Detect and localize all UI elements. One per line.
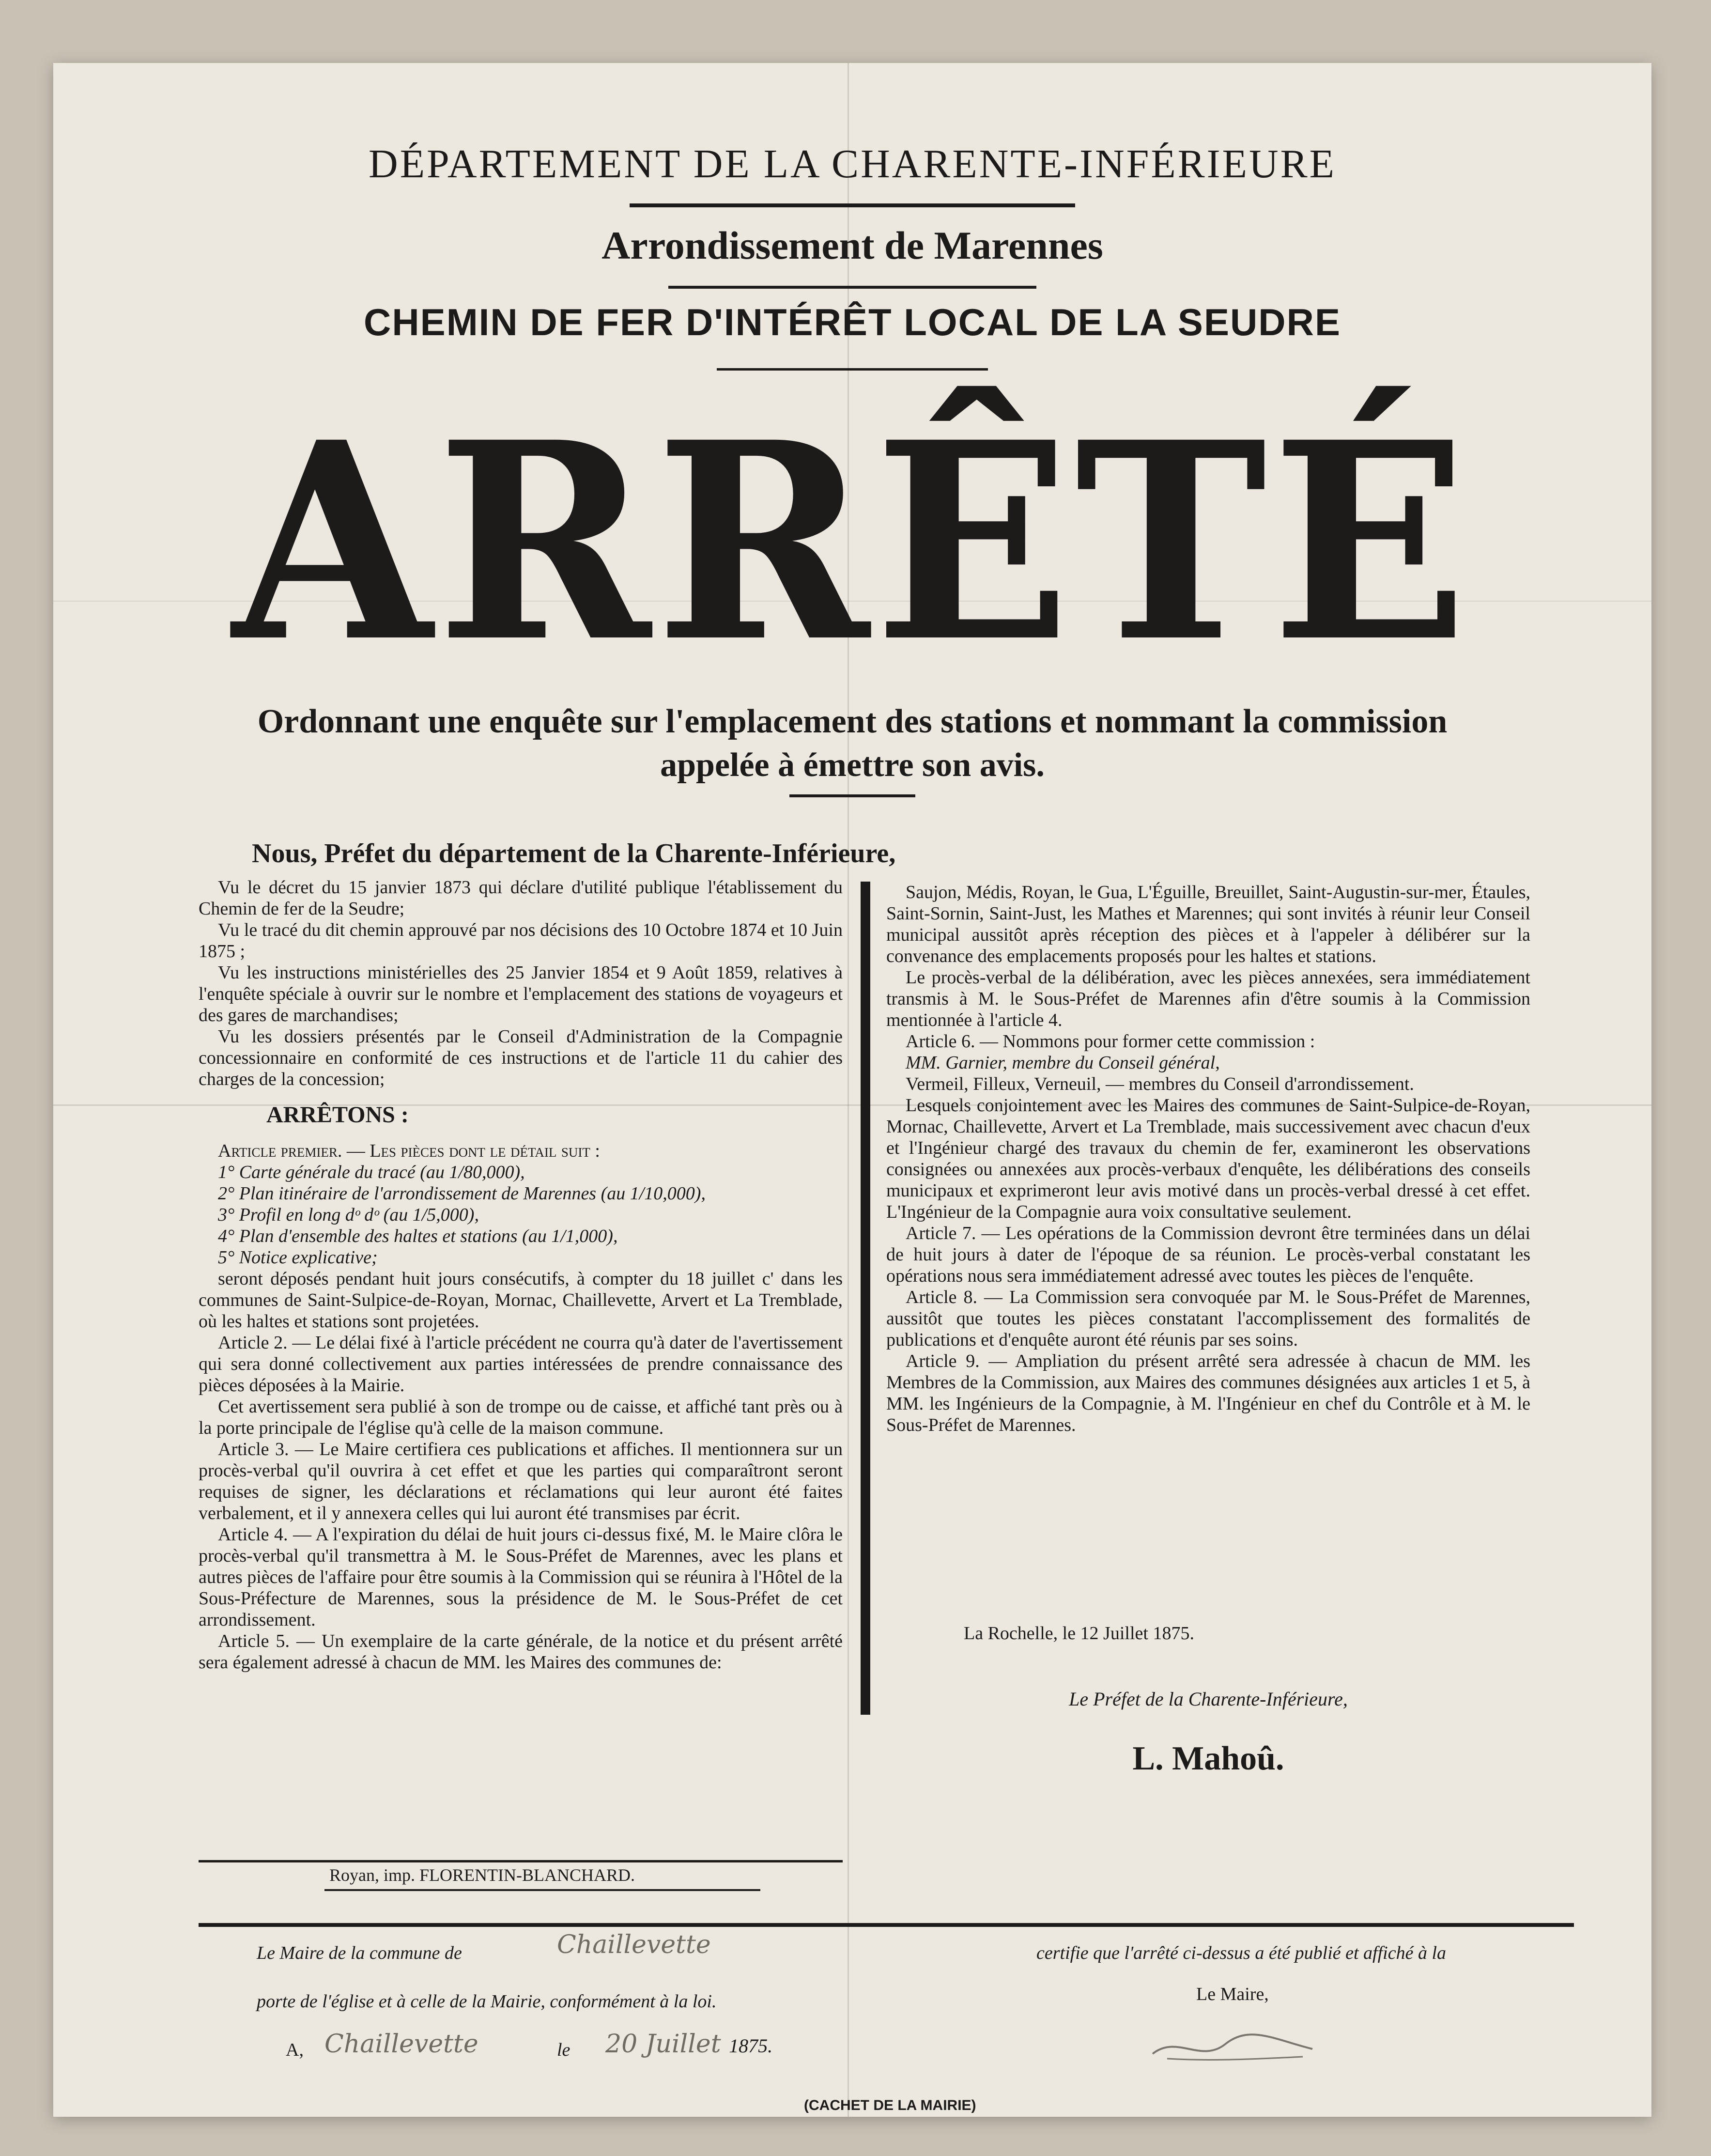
list-item: 2° Plan itinéraire de l'arrondissement de Marennes (au 1/10,000), <box>218 1183 706 1204</box>
arrondissement-heading: Arrondissement de Marennes <box>601 223 1103 267</box>
main-title: ARRÊTÉ <box>232 383 1473 702</box>
handwritten-date-text: 20 Juillet <box>605 2030 721 2059</box>
article-heading: Article premier. — Les pièces dont le détail suit : <box>218 1141 600 1161</box>
paragraph: Vu les dossiers présentés par le Conseil d'Administration de la Compagnie concessionnaire en conformité de ces instructions et de l'article 11 du cahier des charges de la concession; <box>199 1026 843 1089</box>
rule-divider <box>789 794 915 797</box>
mairie-line1: Le Maire de la commune de <box>257 1943 462 1963</box>
paragraph: Lesquels conjointement avec les Maires des communes de Saint-Sulpice-de-Royan, Mornac, Chaillevette, Arvert et La Tremblade, mais successivement avec chacun d'eux et l'Ingénieur chargé des travaux du chemin de fer, examineront les observations consignées ou annexées aux procès-verbaux d'enquête, les délibérations des conseils municipaux et exprimeront leur avis motivé dans un procès-verbal dressé à cet effet. L'Ingénieur de la Compagnie aura voix consultative seulement. <box>886 1095 1530 1222</box>
rule-divider <box>199 1923 1574 1927</box>
paragraph: MM. Garnier, membre du Conseil général, <box>906 1053 1220 1073</box>
handwritten-date <box>605 2030 772 2059</box>
right-column <box>886 882 1530 1436</box>
paragraph: seront déposés pendant huit jours consécutifs, à compter du 18 juillet c' dans les communes de Saint-Sulpice-de-Royan, Mornac, Chaillevette, Arvert et La Tremblade, où les haltes et stations sont projetées. <box>199 1269 843 1332</box>
paragraph: Article 5. — Un exemplaire de la carte générale, de la notice et du présent arrêté sera également adressé à chacun de MM. les Maires des communes de: <box>199 1631 843 1673</box>
rule-divider <box>324 1889 760 1891</box>
poster-sheet <box>53 63 1651 2117</box>
rule-divider <box>199 1860 843 1862</box>
department-heading: DÉPARTEMENT DE LA CHARENTE-INFÉRIEURE <box>369 141 1336 186</box>
arretons-heading: ARRÊTONS : <box>266 1102 409 1128</box>
paragraph: Vu le décret du 15 janvier 1873 qui déclare d'utilité publique l'établissement du Chemin de fer de la Seudre; <box>199 877 843 919</box>
signature-block <box>886 1623 1530 1778</box>
left-column <box>199 877 843 1673</box>
maire-signature <box>1148 2025 1322 2068</box>
mairie-line2: porte de l'église et à celle de la Mairie, conformément à la loi. <box>257 1991 717 2012</box>
list-item: 4° Plan d'ensemble des haltes et stations (au 1/1,000), <box>218 1226 618 1246</box>
rule-divider <box>668 286 1036 289</box>
rule-divider <box>717 368 988 371</box>
handwritten-commune: Chaillevette <box>557 1930 711 1959</box>
column-divider <box>861 882 870 1715</box>
date-line: La Rochelle, le 12 Juillet 1875. <box>964 1623 1194 1644</box>
handwritten-lieu: Chaillevette <box>324 2030 478 2059</box>
paragraph: Article 4. — A l'expiration du délai de huit jours ci-dessus fixé, M. le Maire clôra le procès-verbal qu'il transmettra à M. le Sous-Préfet de Marennes, avec les plans et autres pièces de l'affaire pour être soumis à la Commission qui se réunira à l'Hôtel de la Sous-Préfecture de Marennes, sous la présidence de M. le Sous-Préfet de cet arrondissement. <box>199 1524 843 1630</box>
prefet-title: Le Préfet de la Charente-Inférieure, <box>1069 1688 1348 1710</box>
le-maire-label: Le Maire, <box>1196 1984 1269 2004</box>
paragraph: Article 9. — Ampliation du présent arrêté sera adressée à chacun de MM. les Membres de la Commission, aux Maires des communes désignées aux articles 1 et 5, à MM. les Ingénieurs de la Compagnie, à M. l'Ingénieur en chef du Contrôle et à M. le Sous-Préfet de Marennes. <box>886 1351 1530 1435</box>
lieu-prefix: A, <box>286 2040 304 2060</box>
paragraph: Article 7. — Les opérations de la Commission devront être terminées dans un délai de huit jours à dater de l'époque de sa réunion. Le procès-verbal constatant les opérations nous sera immédiatement adressé avec toutes les pièces de l'enquête. <box>886 1223 1530 1286</box>
fold-line-vertical <box>848 63 849 2117</box>
paragraph: Vermeil, Filleux, Verneuil, — membres du Conseil d'arrondissement. <box>906 1074 1414 1094</box>
subtitle-line1: Ordonnant une enquête sur l'emplacement des stations et nommant la commission <box>257 703 1448 740</box>
paragraph: Vu les instructions ministérielles des 25 Janvier 1854 et 9 Août 1859, relatives à l'enquête spéciale à ouvrir sur le nombre et l'emplacement des stations de voyageurs et des gares de marchandises; <box>199 962 843 1025</box>
intro-heading: Nous, Préfet du département de la Charente-Inférieure, <box>252 838 896 869</box>
paragraph: Vu le tracé du dit chemin approuvé par nos décisions des 10 Octobre 1874 et 10 Juin 1875 ; <box>199 920 843 962</box>
rule-divider <box>630 203 1075 207</box>
list-item: 5° Notice explicative; <box>218 1247 378 1268</box>
paragraph: Le procès-verbal de la délibération, avec les pièces annexées, sera immédiatement transmis à M. le Sous-Préfet de Marennes afin d'être soumis à la Commission mentionnée à l'article 4. <box>886 967 1530 1030</box>
cachet-label: (CACHET DE LA MAIRIE) <box>804 2097 976 2113</box>
railway-heading: CHEMIN DE FER D'INTÉRÊT LOCAL DE LA SEUDRE <box>364 301 1341 343</box>
list-item: 1° Carte générale du tracé (au 1/80,000), <box>218 1162 525 1182</box>
mairie-line1-end: certifie que l'arrêté ci-dessus a été publié et affiché à la <box>1036 1943 1447 1963</box>
paragraph: Article 3. — Le Maire certifiera ces publications et affiches. Il mentionnera sur un procès-verbal qu'il ouvrira à cet effet et que les parties qui comparaîtront seront requises de signer, les déclarations et réclamations qui leur auront été faites verbalement, et il y annexera celles qui lui auront été transmises par écrit. <box>199 1439 843 1523</box>
year-text: 1875. <box>729 2035 773 2057</box>
paragraph: Article 6. — Nommons pour former cette commission : <box>906 1031 1315 1052</box>
le-label: le <box>557 2040 570 2060</box>
paragraph: Saujon, Médis, Royan, le Gua, L'Éguille, Breuillet, Saint-Augustin-sur-mer, Étaules, Saint-Sornin, Saint-Just, les Mathes et Marennes; qui sont invités à réunir leur Conseil municipal aussitôt après réception des pièces et à l'appeler à délibérer sur la convenance des emplacements proposés pour les haltes et stations. <box>886 882 1530 966</box>
paragraph: Article 8. — La Commission sera convoquée par M. le Sous-Préfet de Marennes, aussitôt que toutes les pièces constatant l'accomplissement des formalités de publications et d'enquête auront été réunis par ses soins. <box>886 1287 1530 1350</box>
subtitle-line2: appelée à émettre son avis. <box>660 746 1045 784</box>
paragraph: Article 2. — Le délai fixé à l'article précédent ne courra qu'à dater de l'avertissement qui sera donné collectivement aux parties intéressées de prendre connaissance des pièces déposées à la Mairie. <box>199 1333 843 1396</box>
paragraph: Cet avertissement sera publié à son de trompe ou de caisse, et affiché tant près ou à la porte principale de l'église qu'à celle de la maison commune. <box>199 1396 843 1438</box>
list-item: 3° Profil en long dᵒ dᵒ (au 1/5,000), <box>218 1205 479 1225</box>
printer-line: Royan, imp. FLORENTIN-BLANCHARD. <box>329 1865 635 1885</box>
prefet-name: L. Mahoû. <box>1132 1740 1284 1777</box>
